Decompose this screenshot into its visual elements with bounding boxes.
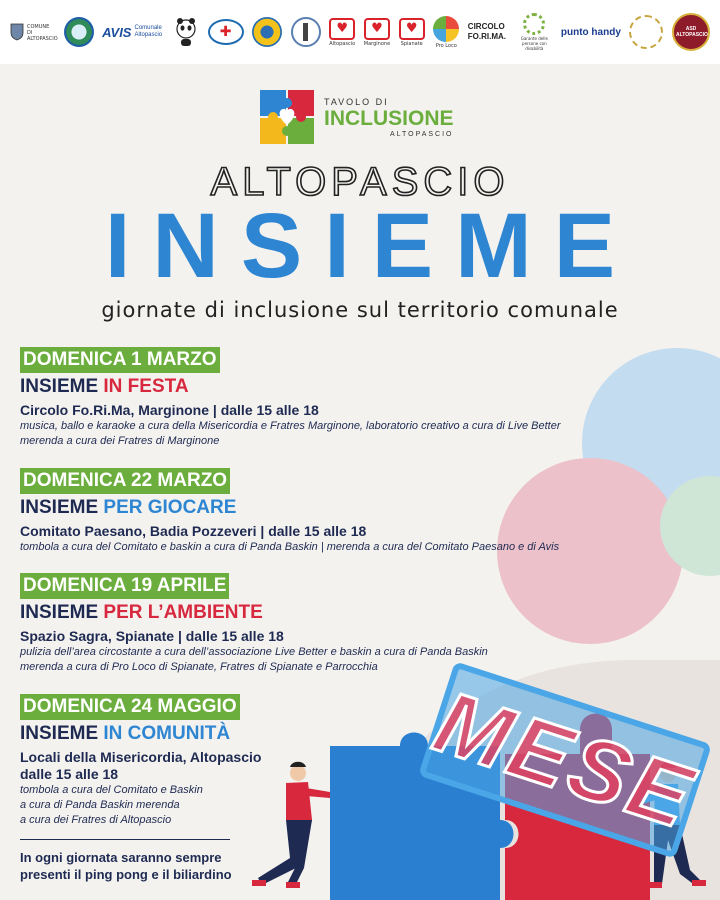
event-block [20, 573, 640, 675]
logo-garante [516, 9, 552, 55]
event-title-prefix: INSIEME [20, 376, 99, 397]
event-date: DOMENICA 24 MAGGIO [20, 694, 240, 720]
logo-asd-altopascio [672, 9, 710, 55]
event-place: Circolo Fo.Ri.Ma, Marginone | dalle 15 alle 18 [20, 402, 319, 418]
footer-line-2: presenti il ping pong e il biliardino [20, 867, 232, 882]
footer-note [20, 849, 260, 883]
cross-emblem-icon: ✚ [208, 19, 244, 45]
event-description: a cura dei Fratres di Altopascio [20, 814, 172, 826]
logo-label: ASD ALTOPASCIO [675, 26, 708, 38]
punto-handy-wordmark: punto handy [560, 26, 621, 38]
logo-label: Pro Loco [435, 42, 457, 49]
headline-altopascio: ALTOPASCIO [210, 160, 510, 204]
event-title-accent: IN FESTA [103, 376, 189, 397]
mese-watermark-text: MESE [423, 671, 707, 848]
event-date: DOMENICA 19 APRILE [20, 573, 229, 599]
tavolo-line-2: INCLUSIONE [324, 106, 454, 130]
event-block [20, 347, 640, 449]
puzzle-heart-icon [258, 88, 316, 146]
event-title-accent: PER L’AMBIENTE [103, 602, 263, 623]
heart-icon: ♥ [399, 18, 425, 40]
event-title-prefix: INSIEME [20, 602, 99, 623]
event-description: tombola a cura del Comitato e baskin a cura di Panda Baskin | merenda a cura del Comitato Paesano e di Avis [20, 541, 560, 553]
event-description: musica, ballo e karaoke a cura della Misericordia e Fratres Marginone, laboratorio creativo a cura di Live Better [20, 420, 561, 432]
page-subtitle: giornate di inclusione sul territorio comunale [101, 298, 619, 322]
headline-insieme: INSIEME [104, 195, 638, 297]
logo-label: COMUNE DI ALTOPASCIO [27, 23, 58, 42]
footer-line-1: In ogni giornata saranno sempre [20, 850, 222, 865]
round-seal-icon [252, 17, 282, 47]
event-title-accent: PER GIOCARE [103, 497, 237, 518]
round-emblem-icon [64, 17, 94, 47]
logo-circolo-frima [468, 9, 508, 55]
event-place: Locali della Misericordia, Altopascio [20, 749, 262, 765]
heart-icon: ♥ [364, 18, 390, 40]
event-time: dalle 15 alle 18 [20, 766, 119, 782]
panda-icon [173, 17, 199, 47]
event-block [20, 468, 640, 555]
tower-icon [291, 17, 321, 47]
logo-pro-loco [433, 9, 459, 55]
wreath-icon [629, 15, 663, 49]
event-date: DOMENICA 1 MARZO [20, 347, 220, 373]
logo-fratres-altopascio [329, 9, 355, 55]
logo-live-better [629, 9, 663, 55]
logo-label: Marginone [363, 40, 391, 47]
event-title-prefix: INSIEME [20, 497, 99, 518]
logo-avis [102, 9, 164, 55]
event-description: a cura di Panda Baskin merenda [20, 799, 180, 811]
flower-icon [433, 16, 459, 42]
logo-tower [291, 9, 321, 55]
event-date: DOMENICA 22 MARZO [20, 468, 230, 494]
footer-divider [20, 839, 230, 840]
logo-label: Spianate [400, 40, 423, 47]
logo-panda [173, 9, 199, 55]
event-title [20, 601, 640, 625]
event-description: merenda a cura dei Fratres di Marginone [20, 435, 220, 447]
logo-round-yellow [252, 9, 282, 55]
logo-round-green [64, 9, 94, 55]
event-description: tombola a cura del Comitato e Baskin [20, 784, 203, 796]
event-title-accent: IN COMUNITÀ [103, 723, 231, 744]
avis-wordmark: AVIS [102, 24, 132, 40]
logo-fratres-spianate [399, 9, 425, 55]
crest-icon [10, 23, 24, 41]
avis-sub-label: Comunale Altopascio [134, 25, 163, 38]
tavolo-line-1: TAVOLO DI [324, 96, 389, 107]
tavolo-line-3: ALTOPASCIO [389, 130, 454, 138]
person-left-figure [252, 762, 330, 888]
heart-icon: ♥ [329, 18, 355, 40]
logo-fratres-marginone [364, 9, 390, 55]
logo-comune-altopascio [10, 9, 58, 55]
circolo-wordmark: CIRCOLO FO.RI.MA. [467, 22, 507, 41]
sports-badge-icon [672, 13, 710, 51]
logo-misericordia [208, 9, 244, 55]
people-circle-icon [523, 13, 545, 35]
event-title [20, 375, 640, 399]
event-title-prefix: INSIEME [20, 723, 99, 744]
event-place: Spazio Sagra, Spianate | dalle 15 alle 18 [20, 628, 284, 644]
event-description: pulizia dell’area circostante a cura dell’associazione Live Better e baskin a cura di Panda Baskin [20, 646, 488, 658]
logo-label: Altopascio [329, 40, 356, 47]
logo-label: Garante delle persone con disabilità [520, 36, 548, 51]
tavolo-inclusione-logo [258, 88, 454, 146]
event-description: merenda a cura di Pro Loco di Spianate, Fratres di Spianate e Parrocchia [20, 661, 378, 673]
partner-logo-bar [0, 0, 720, 64]
logo-punto-handy [561, 9, 621, 55]
event-title [20, 496, 640, 520]
event-place: Comitato Paesano, Badia Pozzeveri | dalle 15 alle 18 [20, 523, 367, 539]
